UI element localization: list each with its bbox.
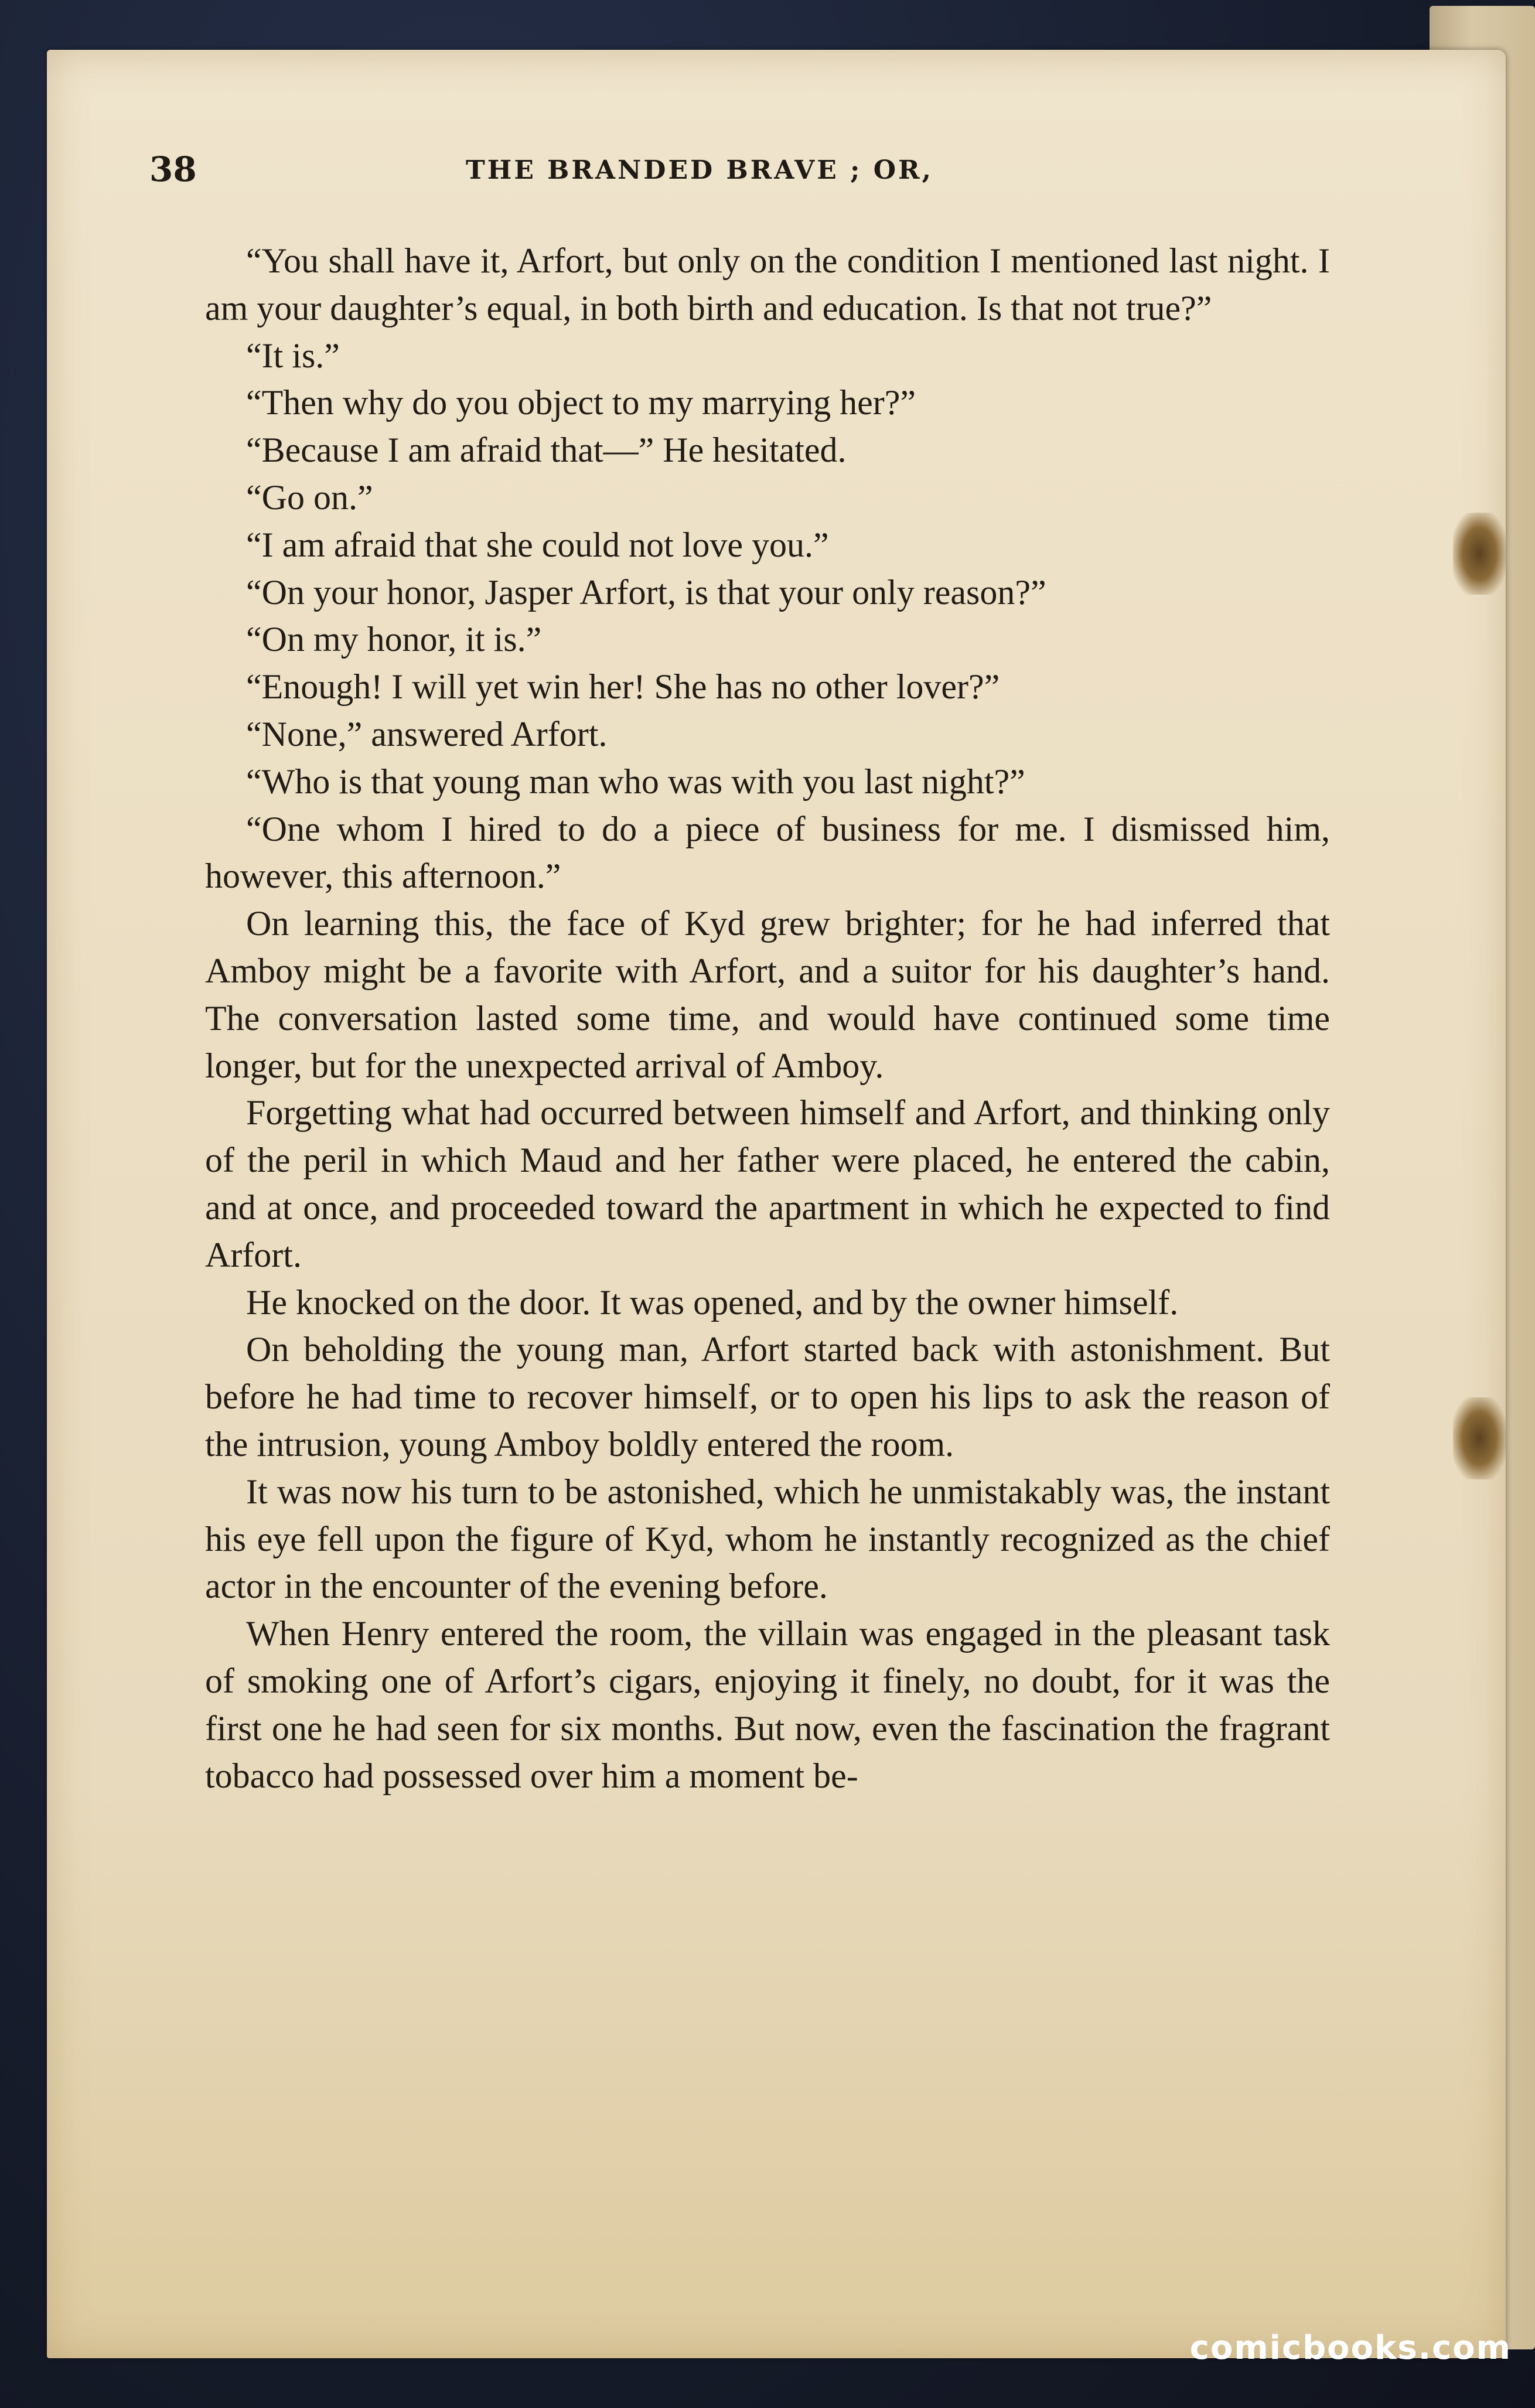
body-text bbox=[205, 237, 1330, 1799]
paragraph: “On your honor, Jasper Arfort, is that your only reason?” bbox=[246, 572, 1046, 612]
paragraph: “Then why do you object to my marrying her?” bbox=[246, 383, 916, 422]
paragraph: On learning this, the face of Kyd grew brighter; for he had inferred that Amboy might be a favorite with Arfort, and a suitor for his daughter’s hand. The conversation lasted some time, and would have continued some time longer, but for the unexpected arrival of Amboy. bbox=[205, 904, 1330, 1085]
paragraph: “None,” answered Arfort. bbox=[246, 714, 608, 753]
watermark: comicbooks.com bbox=[1189, 2329, 1512, 2367]
binding-hole bbox=[1453, 513, 1506, 595]
paragraph: “Enough! I will yet win her! She has no other lover?” bbox=[246, 667, 1000, 707]
paragraph: Forgetting what had occurred between himself and Arfort, and thinking only of the peril in which Maud and her father were placed, he entered the cabin, and at once, and proceeded toward the apartment in which he expected to find Arfort. bbox=[205, 1093, 1330, 1274]
page-number: 38 bbox=[149, 149, 197, 189]
paragraph: “One whom I hired to do a piece of business for me. I dismissed him, however, this afternoon.” bbox=[205, 809, 1330, 896]
paragraph: He knocked on the door. It was opened, and by the owner himself. bbox=[246, 1283, 1179, 1322]
paragraph: “Because I am afraid that—” He hesitated. bbox=[246, 431, 847, 470]
paragraph: “It is.” bbox=[246, 336, 340, 375]
running-title: THE BRANDED BRAVE ; OR, bbox=[466, 155, 933, 185]
paragraph: “On my honor, it is.” bbox=[246, 620, 542, 659]
running-header bbox=[149, 149, 1321, 196]
paragraph: “I am afraid that she could not love you.” bbox=[246, 525, 829, 564]
paragraph: On beholding the young man, Arfort started back with astonishment. But before he had time to recover himself, or to open his lips to ask the reason of the intrusion, young Amboy boldly entered the room. bbox=[205, 1330, 1330, 1464]
paragraph: “Go on.” bbox=[246, 477, 373, 517]
paragraph: “You shall have it, Arfort, but only on the condition I mentioned last night. I am your daughter’s equal, in both birth and education. Is that not true?” bbox=[205, 241, 1330, 328]
paragraph: When Henry entered the room, the villain was engaged in the pleasant task of smoking one of Arfort’s cigars, enjoying it finely, no doubt, for it was the first one he had seen for six months. But now, even the fascination the fragrant tobacco had possessed over him a moment be- bbox=[205, 1614, 1330, 1795]
binding-hole bbox=[1453, 1397, 1506, 1479]
paragraph: “Who is that young man who was with you last night?” bbox=[246, 762, 1025, 801]
paragraph: It was now his turn to be astonished, which he unmistakably was, the instant his eye fell upon the figure of Kyd, whom he instantly recognized as the chief actor in the encounter of the evening before. bbox=[205, 1472, 1330, 1606]
